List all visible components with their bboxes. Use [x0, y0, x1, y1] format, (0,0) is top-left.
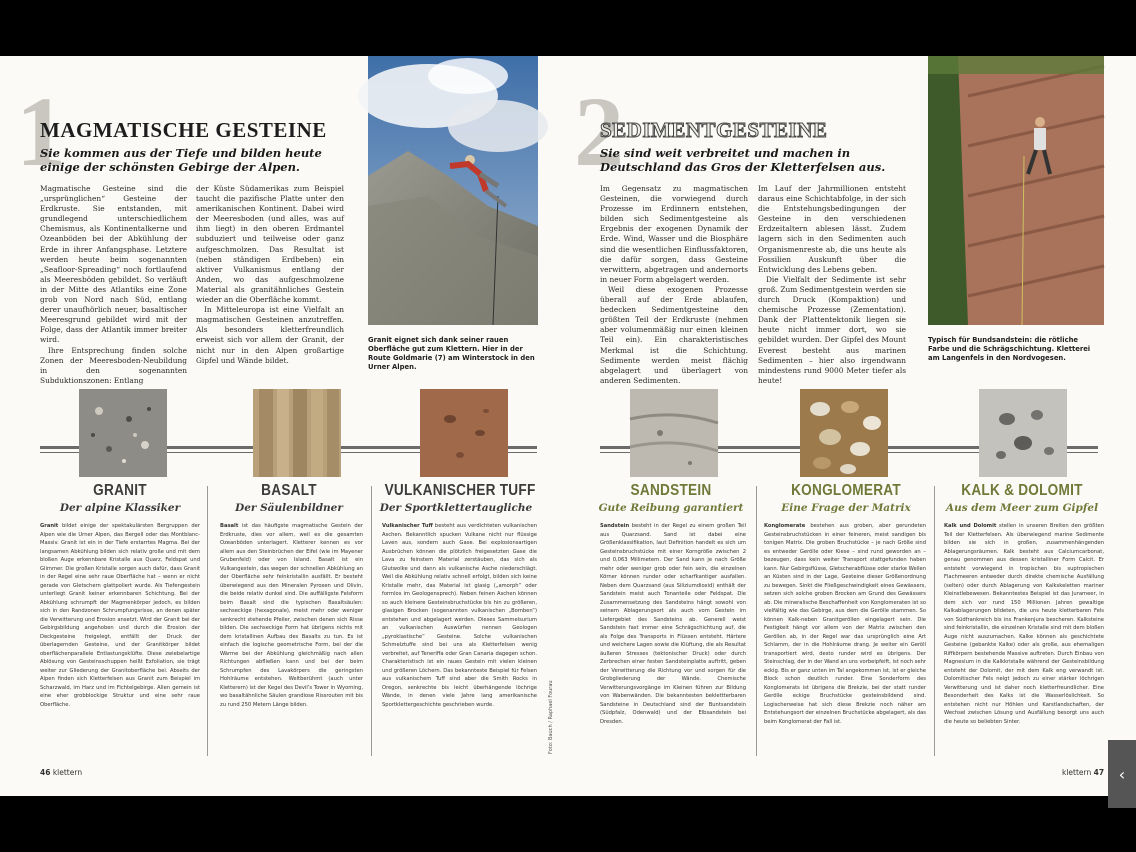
photo-credit: Foto: Bauch / Raphael Fourau [548, 680, 554, 754]
sediment-intro-column-1 [600, 184, 748, 385]
rock-subtitle-konglomerat: Eine Frage der Matrix [781, 502, 911, 514]
magazine-name: klettern [1062, 768, 1092, 777]
tuff-sample-image [418, 387, 506, 475]
intro-column-1 [40, 184, 187, 385]
rock-subtitle-granit: Der alpine Klassiker [59, 502, 181, 514]
sandstone-climber-photo [928, 56, 1104, 325]
sediment-intro-column-2 [758, 184, 906, 385]
next-page-arrow-icon[interactable]: ‹ [1108, 740, 1136, 808]
rock-text-sandstein [600, 522, 746, 754]
intro-paragraph: der Küste Südamerikas zum Beispiel taucht die pazifische Platte unter den amerikanischen Kontinent. Dabei wird der Meeresboden (und alles, was auf ihm liegt) in den oberen Erdmantel subduziert und teilweise oder ganz aufgeschmolzen. Das Resultat ist (neben ständigen Erdbeben) ein aktiver Vulkanismus entlang der Anden, wo das aufgeschmolzene Material als granitähnliches Gestein wieder an die Oberfläche kommt. [196, 184, 344, 305]
intro-paragraph: Weil diese exogenen Prozesse überall auf der Erde ablaufen, bedecken Sedimentgesteine den größten Teil der Erdkruste (nehmen aber volumenmäßig nur einen kleinen Teil ein). Ein charakteristisches Merkmal ist die Schichtung. Sedimente werden meist flächig abgelagert und überlagert von anderen Sedimenten. [600, 284, 748, 385]
rock-lead: Konglomerate [764, 523, 806, 529]
intro-paragraph: Die Vielfalt der Sedimente ist sehr groß. Zum Sedimentgestein werden sie durch Druck (Kompaktion) und chemische Prozesse (Zementation). Dank der Plattentektonik liegen sie heute nicht immer dort, wo sie gebildet wurden. Der Gipfel des Mount Everest besteht aus marinen Sedimenten – hier also irgendwann mindestens rund 9000 Meter tiefer als heute! [758, 274, 906, 385]
basalt-sample-image [251, 387, 339, 475]
magazine-name: klettern [52, 768, 83, 777]
page-number: 47 [1093, 768, 1105, 777]
page-folio-right [1062, 768, 1104, 777]
granite-photo-caption: Granit eignet sich dank seiner rauen Oberfläche gut zum Klettern. Hier in der Route Goldmarie (7) am Winterstock in den Urner Alpen. [368, 336, 535, 371]
rock-text-basalt [220, 522, 363, 754]
sandstone-climber-image [928, 56, 1104, 325]
tuff-texture [420, 389, 508, 477]
rock-title-granit: GRANIT [93, 482, 147, 499]
page-folio-left [40, 768, 82, 777]
rock-lead: Kalk und Dolomit [944, 523, 997, 529]
section-title-magmatic: MAGMATISCHE GESTEINE [40, 118, 327, 142]
rock-lead: Granit [40, 523, 59, 529]
section-title-sediment: SEDIMENTGESTEINE [600, 118, 828, 142]
limestone-sample-image [977, 387, 1065, 475]
granite-texture [79, 389, 167, 477]
rock-body: bestehen aus groben, aber gerundeten Gesteinsbruchstücken in einer feineren, meist sandigen bis tonigen Matrix. Die groben Bruchstücke – je nach Größe sind es entweder Gerölle oder Kiese – sind rund geworden an – bezeugen, dass kein weiter Transport stattgefunden haben kann. Nur Gebirgsflüsse, Gletscherabflüsse oder starke Wellen an Küsten sind in der Lage, Gesteine dieser Größenordnung zu bewegen. Sinkt die Fließgeschwindigkeit eines Gewässers, setzen sich solche groben Brocken am Grund des Gewässers ab. Die mineralische Beschaffenheit von Konglomeraten ist so vielfältig wie das Gebirge, aus dem die Gerölle stammen. So können Kalk-neben Granitgeröllen eingelagert sein. Die Festigkeit hängt vor allem von der Matrix zwischen den Geröllen ab, in der Regel war das ursprünglich eine Art Schlamm, der in die Hohlräume drang. Je weiter ein Geröll transportiert wird, desto runder wird es übrigens. Der Steinschlag, der in der Wand an uns vorbeipfeift, ist noch sehr eckig. Bis er ganz unten im Tal angekommen ist, ist er gleiche Block schon deutlich runder. Eine Sonderform des Konglomerats ist übrigens die Brekzie, bei der statt runder Gerölle eckige Bruchstücke gesteinsbildend sind. Logischerweise hat sich diese Brekzie noch näher am Entstehungsort der einzelnen Bruchstücke abgelagert, als das beim Konglomerat der Fall ist. [764, 523, 926, 725]
sandstone-photo-caption: Typisch für Bundsandstein: die rötliche Farbe und die Schrägschichtung. Kletterei am Langenfels in den Nordvogesen. [928, 336, 1091, 362]
rock-subtitle-kalk-dolomit: Aus dem Meer zum Gipfel [945, 502, 1099, 514]
intro-paragraph: In Mitteleuropa ist eine Vielfalt an magmatischen Gesteinen anzutreffen. Als besonders kletterfreundlich erweist sich vor allem der Granit, der nicht nur in den Alpen großartige Gipfel und Wände bildet. [196, 305, 344, 365]
granite-climber-image [368, 56, 538, 325]
rock-title-kalk-dolomit: KALK & DOLOMIT [961, 482, 1083, 499]
sandstone-texture [630, 389, 718, 477]
sandstone-sample-image [628, 387, 716, 475]
rock-body: bildet einige der spektakulärsten Bergruppen der Alpen wie die Urner Alpen, das Bergell oder das Montblanc-Massiv. Granit ist ein in der Tiefe erstarrtes Magma. Bei der langsamen Abkühlung bilden sich relativ große und mit dem bloßen Auge erkennbare Kristalle aus Quarz, Feldspat und Glimmer. Die großen Kristalle sorgen auch dafür, dass Granit in der Regel eine sehr raue Oberfläche hat – wenn er nicht gerade von Gletschern glattpoliert wurde. Als Tiefengestein unterliegt Granit keiner erkennbaren Schichtung. Bei der Abkühlung schrumpft der Magmenkörper jedoch, es bilden sich in den Randzonen Schrumpfungsrisse, an denen später die Verwitterung und Erosion ansetzt. Wird der Granit bei der Gebirgsbildung angehoben und durch die Erosion der Deckgesteine freigelegt, entfällt der Druck der überlagernden Gesteine, und der Granitkörper bildet oberflächenparallele Entlastungsklüfte. Diese zwiebelartige Ablösung von Gesteinsschuppen heißt Exfoliation, sie trägt weiter zur Gliederung der Granitoberfläche bei. Abseits der Alpen finden sich Kletterfelsen aus Granit zum Beispiel im Scharzwald, im Harz und im Fichtelgebirge. Allen gemein ist eine eher grobblockige Struktur und eine sehr raue Oberfläche. [40, 523, 201, 708]
rock-text-granit [40, 522, 200, 754]
basalt-texture [253, 389, 341, 477]
conglomerate-sample-image [798, 387, 886, 475]
rock-lead: Sandstein [600, 523, 630, 529]
rock-subtitle-sandstein: Gute Reibung garantiert [598, 502, 744, 514]
column-divider [756, 486, 757, 756]
section-subtitle-magmatic: Sie kommen aus der Tiefe und bilden heute einige der schönsten Gebirge der Alpen. [40, 146, 322, 174]
section-subtitle-sediment: Sie sind weit verbreitet und machen in Deutschland das Gros der Kletterfelsen aus. [600, 146, 886, 174]
rock-title-tuff: VULKANISCHER TUFF [384, 482, 536, 499]
rock-lead: Vulkanischer Tuff [382, 523, 433, 529]
rock-text-konglomerat [764, 522, 926, 754]
intro-paragraph: Im Lauf der Jahrmillionen entsteht daraus eine Schichtabfolge, in der sich die Entstehungsbedingungen der Gesteine in den verschiedenen Erdzeitaltern ablesen lässt. Zudem lagern sich in den Sedimenten auch Organismenreste ab, die uns heute als Fossilien Auskunft über die Entwicklung des Lebens geben. [758, 184, 906, 274]
column-divider [934, 486, 935, 756]
intro-paragraph: Magmatische Gesteine sind die „ursprünglichen“ Gesteine der Erdkruste. Sie entstanden, mit grundlegend unterschiedlichem Chemismus, als Kontinentalkerne und Ozeanböden bei der Abkühlung der Erde in ihrer Anfangsphase. Letztere werden heute beim sogenannten „Seafloor-Spreading“ noch fortlaufend als Meeresböden gebildet. So verläuft in der Mitte des Atlantiks eine Zone grob von Nord nach Süd, entlang derer unaufhörlich neuer, basaltischer Meeresgrund gebildet wird mit der Folge, dass der Atlantik immer breiter wird. [40, 184, 187, 345]
rock-subtitle-basalt: Der Säulenbildner [235, 502, 343, 514]
intro-column-2 [196, 184, 344, 370]
conglomerate-texture [800, 389, 888, 477]
rock-title-basalt: BASALT [261, 482, 317, 499]
rock-text-kalk-dolomit [944, 522, 1104, 754]
rock-body: besteht aus verdichteten vulkanischen Aschen. Bekanntlich spucken Vulkane nicht nur flüssige Laven aus, sondern auch Gase. Bei explosionsartigen Ausbrüchen können die plötzlich freigesetzten Gase die Lava zu feinstem Material zerstäuben, das sich als Glutwolke und dann als vulkanische Asche niederschlägt. Weil die Abkühlung relativ schnell erfolgt, bilden sich keine Kristalle mehr, das Material ist glasig („amorph“ oder formlos im Geologensprech). Neben feinen Aschen können so auch kleinere Gesteinsbruchstücke bis hin zu größeren, glasigen Brocken (sogenannten vulkanischen „Bomben“) entstehen und abgelagert werden. Dieses Sammelsurium an vulkanischen Auswürfen nennen Geologen „pyroklastische“ Gesteine. Solche vulkanischen Schmelztuffe sind bei uns als Kletterfelsen wenig verbreitet, auf Teneriffa oder Gran Canaria dagegen schon. Charakteristisch ist ein raues Gestein mit vielen kleinen und größeren Löchern. Das bekannteste Beispiel für Felsen aus vulkanischem Tuff sind aber die Smith Rocks in Oregon, senkrechte bis leicht überhängende löchrige Wände, in denen viele Jahre lang amerikanische Sportklettergeschichte geschrieben wurde. [382, 523, 537, 708]
rock-lead: Basalt [220, 523, 239, 529]
rock-body: ist das häufigste magmatische Gestein der Erdkruste, dies vor allem, weil es die gesamten Ozeanböden unterlagert. Kletterer kennen es vor allem aus den Steinbrüchen der Eifel (wie im Mayener Grubenfeld) oder von Island. Basalt ist ein Vulkangestein, das wegen der schnellen Abkühlung an der Oberfläche sehr feinkristallin ausfällt. Er besteht überwiegend aus den Mineralen Pyroxen und Olivin, die beide relativ dunkel sind. Die auffälligste Felsform beim Basalt sind die typischen Basaltsäulen: sechseckige (hexagonale), meist mehr oder weniger senkrecht stehende Pfeiler, zwischen denen sich Risse bilden. Die sechseckige Form hat übrigens nichts mit dem kristallinen Aufbau des Basalts zu tun. Es ist einfach die logische geometrische Form, bei der die Wärme bei der Abkühlung gleichmäßig nach allen Richtungen abfließen kann und bei der beim Schrumpfen des Lavakörpers die geringsten Hohlräume entstehen. Weltberühmt (auch unter Kletterern) ist der Kegel des Devil’s Tower in Wyoming, wo basaltähnliche Säulen grandiose Rissrouten mit bis zu rund 250 Metern Länge bilden. [220, 523, 363, 708]
intro-paragraph: Ihre Entsprechung finden solche Zonen der Meeresboden-Neubildung in den sogenannten Subduktionszonen: Entlang [40, 345, 187, 385]
column-divider [207, 486, 208, 756]
granite-climber-photo [368, 56, 538, 325]
page-number: 46 [40, 768, 51, 777]
magazine-spread [0, 56, 1136, 796]
rock-text-tuff [382, 522, 537, 754]
rock-body: stellen in unseren Breiten den größten Teil der Kletterfelsen. Als überwiegend marine Sedimente bilden sie sich in großen, zusammenhängenden Ablagerungsräumen. Kalk besteht aus Calciumcarbonat, genau genommen aus dessen kristalliner Form Calcit. Er entsteht vorwiegend in tropischen bis suptropischen Flachmeeren entweder durch direkte chemische Ausfällung (selten) oder durch Ablagerung von Kalkskeletten mariner Kleinstlebewesen. Bekanntestes Beispiel ist das Jurameer, in dem sich vor rund 150 Millionen Jahren gewaltige Kalkablagerungen bildeten, die uns heute kletterbaren Fels von Südfrankreich bis ins Frankenjura bescheren. Kalksteine sind feinkristallin, die einzelnen Kristalle sind mit dem bloßen Auge nicht auszumachen. Kalke können als geschichtete Gesteine (gebankte Kalke) oder als große, aus ehemaligen Riffkörpern bestehende Massive auftreten. Durch Einbau von Magnesium in die Kalkkristalle während der Gesteinsbildung entsteht der Dolomit, der mit dem Kalk eng verwandt ist. Dolomitischer Fels neigt jedoch zu einer stärker löchrigen Verwitterung und ist daher noch kletterfreundlicher. Eine Besonderheit des Kalks ist die Wasserlöslichkeit. So entstehen nicht nur Höhlen und Karstlandschaften, der Wechsel zwischen Lösung und Ausfällung besorgt uns auch die heute so beliebten Sinter. [944, 523, 1104, 725]
section-number-left: 1 [16, 76, 66, 187]
rock-body: besteht in der Regel zu einem großen Teil aus Quarzsand. Sand ist dabei eine Größenklassifikation, laut Definition handelt es sich um Gesteinsbruchstücke mit einer Korngröße zwischen 2 und 0,063 Millimetern. Der Sand kann je nach Größe mehr oder weniger grob oder fein sein, die einzelnen Körner können runder oder scharfkantiger ausfallen. Neben dem Quarzsand (aus Siliziumdioxid) enthält der Sandstein meist auch Tonanteile oder Feldspat. Die Zusammensetzung des Sandsteins hängt sowohl von seinem Ablagerungsort als auch vom Gestein im Liefergebiet des Sandsteins ab. Generell weist Sandstein fast immer eine Schrägschichtung auf, die als Folge des Transports in Flüssen entsteht. Härtere und weichere Lagen sowie die Klüftung, die als Resultat äußeren Stresses (tektonischer Druck) oder durch Zerbrechen einer festen Sandsteinplatte auftritt, geben der Verwitterung die Richtung vor und sorgen für die Grobgliederung der Wände. Chemische Verwitterungsvorgänge im Kleinen führen zur Bildung von Wabenwänden. Die bekanntesten beklettterbaren Sandsteine in Deutschland sind der Buntsandstein (Südpfalz, Odenwald) und der Elbsandstein bei Dresden. [600, 523, 746, 725]
limestone-texture [979, 389, 1067, 477]
column-divider [371, 486, 372, 756]
rock-title-sandstein: SANDSTEIN [630, 482, 712, 499]
rock-subtitle-tuff: Der Sportklettertaugliche [379, 502, 533, 514]
rock-title-konglomerat: KONGLOMERAT [791, 482, 901, 499]
granite-sample-image [77, 387, 165, 475]
intro-paragraph: Im Gegensatz zu magmatischen Gesteinen, die vorwiegend durch Prozesse im Erdinnern entstehen, bilden sich Sedimentgesteine als Ergebnis der exogenen Dynamik der Erde. Wind, Wasser und die Biosphäre sind die wesentlichen Einflussfaktoren, die dafür sorgen, dass Gesteine verwittern, abgetragen und andernorts in neuer Form abgelagert werden. [600, 184, 748, 284]
section-number-right: 2 [574, 76, 624, 187]
